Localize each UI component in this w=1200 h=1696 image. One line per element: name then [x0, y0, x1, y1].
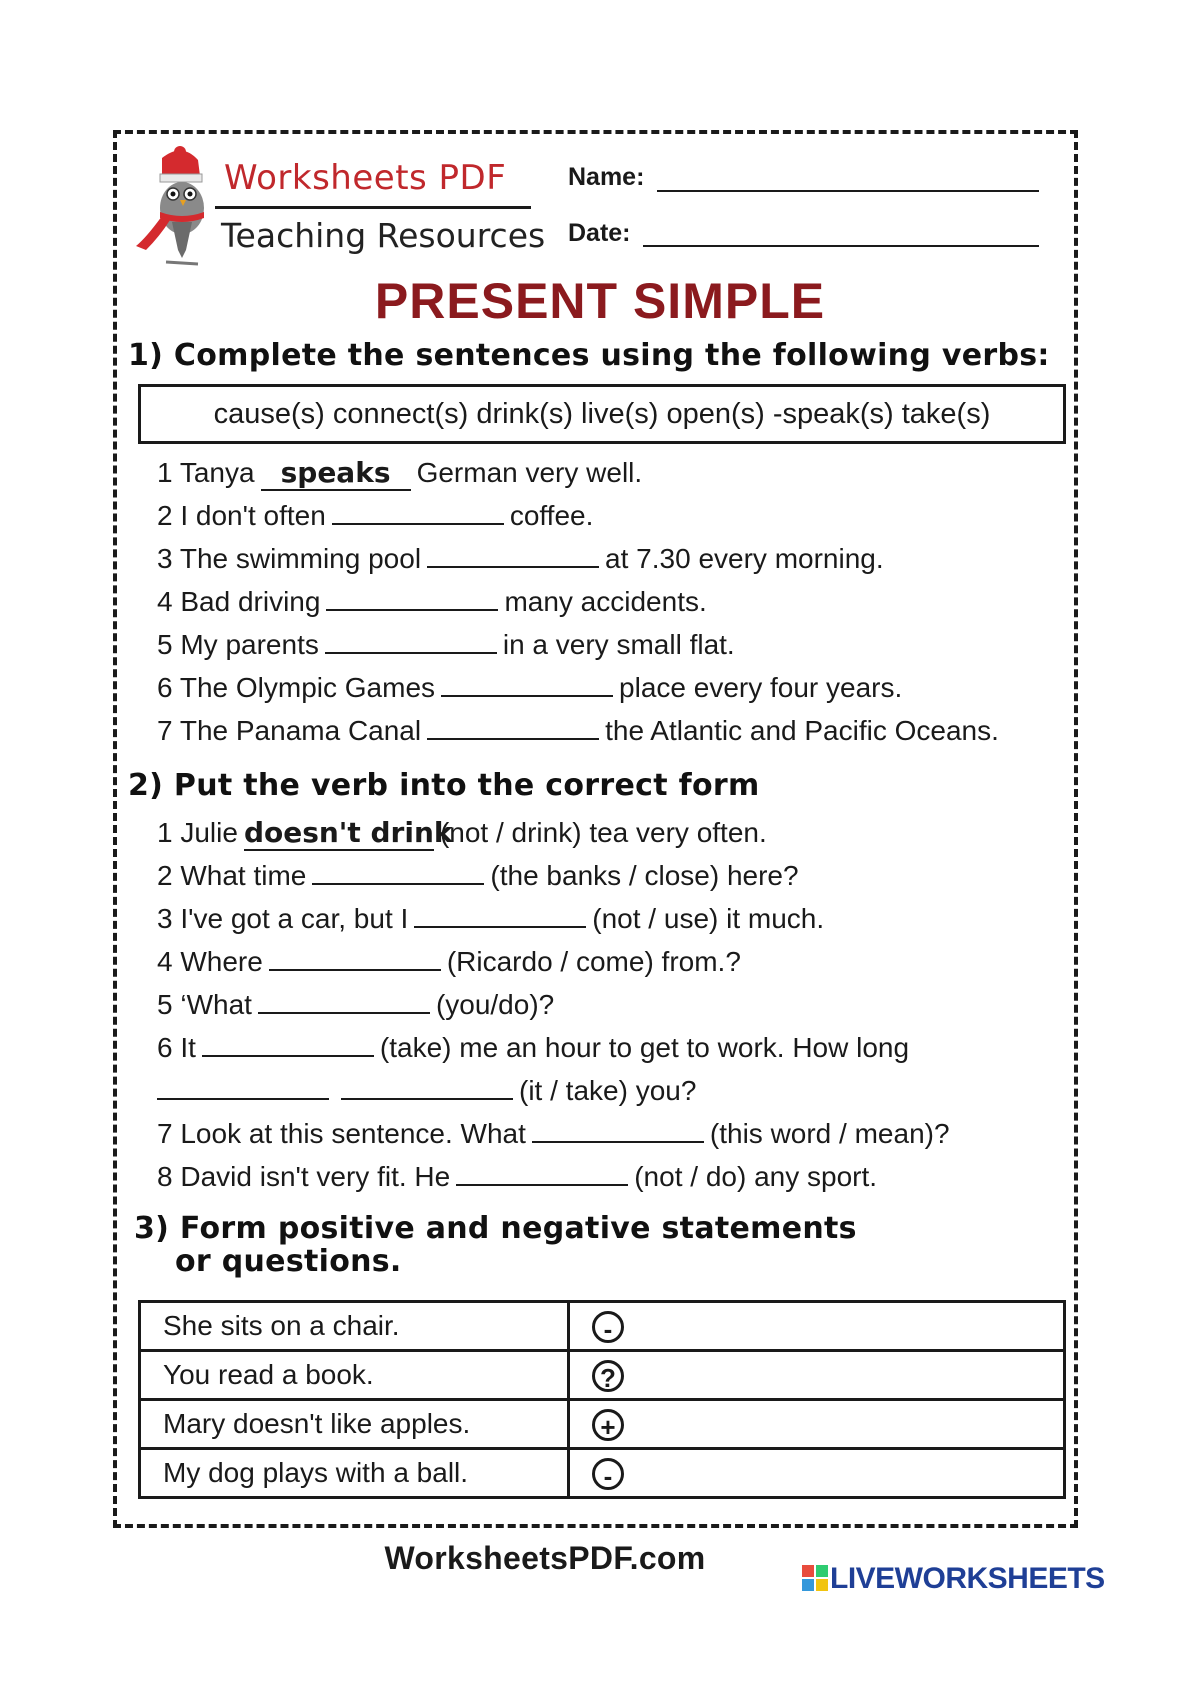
s1-item-4: [157, 585, 707, 618]
s2-item-7: [157, 1117, 950, 1150]
s2-item-3-after: (not / use) it much.: [592, 903, 825, 934]
statements-table: [138, 1300, 1066, 1499]
s2-item-1-before: 1 Julie: [157, 817, 238, 848]
s2-item-4-before: 4 Where: [157, 946, 263, 977]
s2-item-7-after: (this word / mean)?: [709, 1118, 950, 1149]
s2-item-2-before: 2 What time: [157, 860, 307, 891]
s1-item-6: [157, 671, 902, 704]
owl-logo-icon: [132, 146, 224, 276]
s1-item-1: [157, 456, 642, 491]
section-2-heading: 2) Put the verb into the correct form: [128, 768, 760, 803]
footer-site: WorksheetsPDF.com: [384, 1540, 706, 1576]
answer-cell[interactable]: [569, 1351, 1065, 1400]
table-row: [140, 1302, 1065, 1351]
section-1-heading: 1) Complete the sentences using the following verbs:: [128, 338, 1050, 373]
answer-cell[interactable]: [569, 1449, 1065, 1498]
s2-item-4-blank[interactable]: [269, 945, 441, 971]
minus-icon: -: [592, 1311, 624, 1343]
liveworksheets-text: LIVEWORKSHEETS: [830, 1562, 1105, 1595]
s2-item-1-after: (not / drink) tea very often.: [439, 817, 767, 848]
s2-item-1: [157, 816, 767, 851]
s2-item-3-blank[interactable]: [414, 902, 586, 928]
liveworksheets-logo-icon: [802, 1565, 828, 1591]
s2-item-4: [157, 945, 741, 978]
s1-item-1-after: German very well.: [416, 457, 643, 488]
date-field[interactable]: [643, 245, 1039, 247]
s2-item-5-blank[interactable]: [258, 988, 430, 1014]
plus-icon: +: [592, 1409, 624, 1441]
s2-item-2-blank[interactable]: [312, 859, 484, 885]
s1-item-2-before: 2 I don't often: [157, 500, 326, 531]
s2-item-6-blank[interactable]: [202, 1031, 374, 1057]
s1-item-2-after: coffee.: [509, 500, 594, 531]
s2-item-6: [157, 1031, 909, 1064]
table-row: [140, 1449, 1065, 1498]
s2-item-8-before: 8 David isn't very fit. He: [157, 1161, 451, 1192]
table-row: [140, 1351, 1065, 1400]
statement-cell: Mary doesn't like apples.: [140, 1400, 569, 1449]
answer-cell[interactable]: [569, 1302, 1065, 1351]
s2-item-8-blank[interactable]: [456, 1160, 628, 1186]
minus-icon: -: [592, 1458, 624, 1490]
statement-cell: She sits on a chair.: [140, 1302, 569, 1351]
verb-box: cause(s) connect(s) drink(s) live(s) open(s) -speak(s) take(s): [138, 384, 1066, 444]
s1-item-3-blank[interactable]: [427, 542, 599, 568]
s1-item-5: [157, 628, 735, 661]
s2-item-2-after: (the banks / close) here?: [490, 860, 799, 891]
s2-item-7-blank[interactable]: [532, 1117, 704, 1143]
s2-item-6-after: (take) me an hour to get to work. How long: [379, 1032, 910, 1063]
s1-item-6-blank[interactable]: [441, 671, 613, 697]
s1-item-7-before: 7 The Panama Canal: [157, 715, 422, 746]
s1-item-5-before: 5 My parents: [157, 629, 319, 660]
s1-item-3: [157, 542, 884, 575]
s2-item-1-answer[interactable]: doesn't drink: [243, 816, 453, 849]
table-row: [140, 1400, 1065, 1449]
s1-item-7-after: the Atlantic and Pacific Oceans.: [605, 715, 999, 746]
s1-item-4-after: many accidents.: [504, 586, 707, 617]
s1-item-3-before: 3 The swimming pool: [157, 543, 422, 574]
s1-item-6-before: 6 The Olympic Games: [157, 672, 436, 703]
s2-item-5: [157, 988, 554, 1021]
brand-divider: [215, 206, 531, 209]
s2-item-6-blank-2[interactable]: [157, 1074, 329, 1100]
s2-item-3: [157, 902, 824, 935]
answer-cell[interactable]: [569, 1400, 1065, 1449]
s1-item-3-after: at 7.30 every morning.: [605, 543, 884, 574]
s2-item-5-after: (you/do)?: [435, 989, 555, 1020]
s1-item-2-blank[interactable]: [332, 499, 504, 525]
date-label: Date:: [568, 219, 631, 247]
s2-item-6-cont-after: (it / take) you?: [519, 1075, 697, 1106]
page-title: PRESENT SIMPLE: [374, 273, 826, 329]
liveworksheets-watermark: [802, 1562, 1105, 1596]
s1-item-5-blank[interactable]: [325, 628, 497, 654]
s1-item-7: [157, 714, 999, 747]
s1-item-1-before: 1 Tanya: [157, 457, 255, 488]
name-field[interactable]: [657, 190, 1039, 192]
s2-item-6-cont: [157, 1074, 696, 1107]
s2-item-5-before: 5 ‘What: [157, 989, 252, 1020]
s1-item-2: [157, 499, 593, 532]
s1-item-6-after: place every four years.: [619, 672, 903, 703]
name-label: Name:: [568, 163, 645, 191]
s2-item-8-after: (not / do) any sport.: [634, 1161, 878, 1192]
s2-item-7-before: 7 Look at this sentence. What: [157, 1118, 526, 1149]
brand-subtitle: Teaching Resources: [221, 216, 546, 255]
section-3-heading-line-2: or questions.: [175, 1244, 402, 1279]
statement-cell: My dog plays with a ball.: [140, 1449, 569, 1498]
s1-item-7-blank[interactable]: [427, 714, 599, 740]
s2-item-3-before: 3 I've got a car, but I: [157, 903, 409, 934]
question-icon: ?: [592, 1360, 624, 1392]
s2-item-8: [157, 1160, 877, 1193]
s1-item-5-after: in a very small flat.: [502, 629, 735, 660]
section-3-heading-line-1: 3) Form positive and negative statements: [134, 1211, 857, 1246]
s2-item-6-blank-3[interactable]: [341, 1074, 513, 1100]
s1-item-1-answer[interactable]: speaks: [261, 456, 411, 491]
s1-item-4-blank[interactable]: [326, 585, 498, 611]
s2-item-2: [157, 859, 799, 892]
s2-item-6-before: 6 It: [157, 1032, 196, 1063]
statement-cell: You read a book.: [140, 1351, 569, 1400]
s2-item-4-after: (Ricardo / come) from.?: [446, 946, 741, 977]
s1-item-4-before: 4 Bad driving: [157, 586, 321, 617]
brand-title: Worksheets PDF: [224, 158, 507, 198]
